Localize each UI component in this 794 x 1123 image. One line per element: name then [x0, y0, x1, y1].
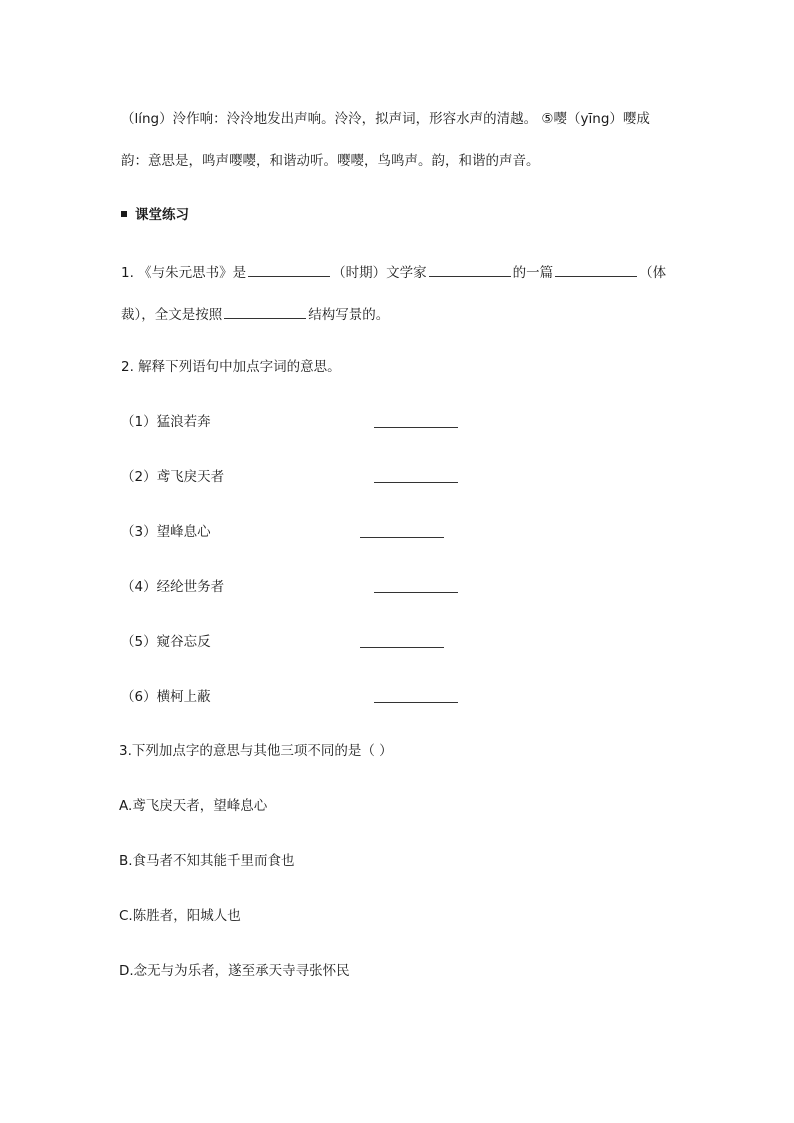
q1-text-part-4: （体	[639, 265, 667, 281]
question-3-title: 3.下列加点字的意思与其他三项不同的是（ ）	[119, 743, 393, 759]
q2-answer-line-5[interactable]	[360, 647, 444, 648]
q2-item-6: （6）横柯上蔽	[121, 689, 211, 705]
q2-answer-line-3[interactable]	[360, 537, 444, 538]
answer-blank-author[interactable]	[429, 262, 511, 277]
answer-blank-period[interactable]	[248, 262, 330, 277]
square-bullet-icon	[121, 211, 127, 217]
q2-answer-line-6[interactable]	[374, 702, 458, 703]
notes-line-2: 韵：意思是，鸣声嘤嘤，和谐动听。嘤嘤，鸟鸣声。韵，和谐的声音。	[121, 153, 540, 169]
answer-blank-genre[interactable]	[555, 262, 637, 277]
answer-blank-structure[interactable]	[224, 304, 306, 319]
q2-answer-line-4[interactable]	[374, 592, 458, 593]
q2-answer-line-1[interactable]	[374, 427, 458, 428]
q1-line2-part-1: 裁），全文是按照	[121, 307, 223, 323]
q3-option-c[interactable]: C.陈胜者，阳城人也	[119, 908, 241, 924]
q3-option-b[interactable]: B.食马者不知其能千里而食也	[119, 853, 295, 869]
q1-line2-part-2: 结构写景的。	[308, 307, 390, 323]
q2-item-2: （2）鸢飞戾天者	[121, 469, 225, 485]
q2-item-1: （1）猛浪若奔	[121, 414, 211, 430]
q3-option-a[interactable]: A.鸢飞戾天者，望峰息心	[119, 798, 268, 814]
section-heading	[121, 206, 189, 224]
q2-item-4: （4）经纶世务者	[121, 579, 225, 595]
q2-answer-line-2[interactable]	[374, 482, 458, 483]
question-2-title: 2. 解释下列语句中加点字词的意思。	[121, 359, 341, 375]
q1-text-part-2: （时期）文学家	[332, 265, 427, 281]
section-title: 课堂练习	[135, 207, 189, 223]
question-1-line-2	[121, 304, 389, 324]
q1-text-part-3: 的一篇	[512, 265, 554, 281]
q2-item-3: （3）望峰息心	[121, 524, 211, 540]
q2-item-5: （5）窥谷忘反	[121, 634, 211, 650]
notes-line-1: （líng）泠作响：泠泠地发出声响。泠泠，拟声词，形容水声的清越。 ⑤嘤（yīng）嘤成	[121, 111, 650, 127]
q3-option-d[interactable]: D.念无与为乐者，遂至承天寺寻张怀民	[119, 963, 350, 979]
q1-text-part-1: 1. 《与朱元思书》是	[121, 265, 247, 281]
question-1-line-1	[121, 262, 666, 282]
